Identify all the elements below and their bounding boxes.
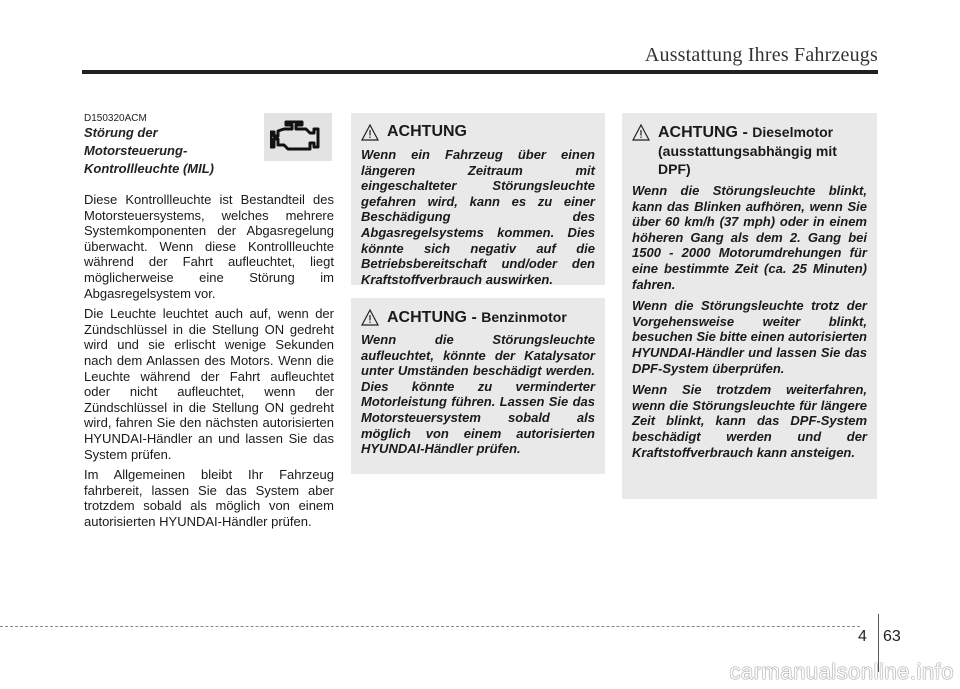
warning-triangle-icon: [361, 309, 379, 327]
section-subtitle: Störung der Motorsteuerung-Kontrollleuchte (MIL): [84, 125, 214, 176]
body-paragraph-1: Diese Kontrollleuchte ist Bestandteil des Motorsteuersystems, welches mehrere Systemkomponenten der Abgasregelung überwacht. Wenn diese Kontrollleuchte während der Fahrt aufleuchtet, liegt möglicherweise eine Störung im Abgasregelsystem vor.: [84, 192, 334, 301]
caution-title-suffix: Benzinmotor: [481, 309, 567, 325]
engine-check-icon-box: [264, 113, 332, 161]
caution-box-general: [351, 113, 605, 285]
header-title: Ausstattung Ihres Fahrzeugs: [644, 44, 878, 66]
caution-title: [387, 308, 567, 327]
body-paragraph-3: Im Allgemeinen bleibt Ihr Fahrzeug fahrbereit, lassen Sie das System aber trotzdem sobald als möglich von einem autorisierten HYUNDAI-Händler prüfen.: [84, 467, 334, 529]
body-paragraph-2: Die Leuchte leuchtet auch auf, wenn der Zündschlüssel in die Stellung ON gedreht wird und sie erlischt wenige Sekunden nach dem Anlassen des Motors. Wenn die Leuchte während der Fahrt aufleuchtet oder nicht aufleuchtet, wenn der Zündschlüssel in die Stellung ON gedreht wird, fahren Sie den nächsten autorisierten HYUNDAI-Händler an und lassen Sie das System prüfen.: [84, 306, 334, 462]
caution-box-diesel: [622, 113, 877, 499]
page-number: 63: [883, 628, 901, 645]
section-body: [84, 192, 334, 534]
watermark: carmanualsonline.info: [729, 659, 954, 684]
caution-paragraph-2: Wenn die Störungsleuchte trotz der Vorgehensweise weiter blinkt, besuchen Sie bitte einen autorisierten HYUNDAI-Händler und lassen Sie das DPF-System überprüfen.: [632, 298, 867, 376]
section-code: D150320ACM: [84, 113, 147, 124]
caution-title-prefix: ACHTUNG -: [658, 124, 753, 141]
header-rule: [82, 70, 878, 74]
warning-triangle-icon: [361, 124, 379, 142]
caution-title-suffix: Dieselmotor (ausstattungsabhängig mit DPF): [658, 124, 837, 177]
caution-text: Wenn ein Fahrzeug über einen längeren Zeitraum mit eingeschalteter Störungsleuchte gefahren wird, kann es zu einer Beschädigung des Abgasregelsystems kommen. Dies könnte sich negativ auf die Betriebsbereitschaft und/oder den Kraftstoffverbrauch auswirken.: [361, 147, 595, 287]
footer-divider: [0, 626, 860, 627]
caution-title: [658, 123, 867, 178]
engine-check-icon: [270, 120, 326, 154]
warning-triangle-icon: [632, 124, 650, 142]
caution-title: ACHTUNG: [387, 123, 467, 140]
caution-paragraph-1: Wenn die Störungsleuchte blinkt, kann das Blinken aufhören, wenn Sie über 60 km/h (37 mph) oder in einem höheren Gang als dem 2. Gang bei 1500 - 2000 Motorumdrehungen für eine bestimmte Zeit (ca. 25 Minuten) fahren.: [632, 183, 867, 292]
caution-text: Wenn die Störungsleuchte aufleuchtet, könnte der Katalysator unter Umständen beschädigt werden. Dies könnte zu verminderter Motorleistung führen. Lassen Sie das Motorsteuersystem sobald als möglich von einem autorisierten HYUNDAI-Händler prüfen.: [361, 332, 595, 457]
caution-box-petrol: [351, 298, 605, 474]
caution-paragraph-3: Wenn Sie trotzdem weiterfahren, wenn die Störungsleuchte für längere Zeit blinkt, kann das DPF-System beschädigt werden und der Kraftstoffverbrauch kann ansteigen.: [632, 382, 867, 460]
chapter-number: 4: [858, 628, 867, 645]
caution-title-prefix: ACHTUNG -: [387, 309, 482, 326]
